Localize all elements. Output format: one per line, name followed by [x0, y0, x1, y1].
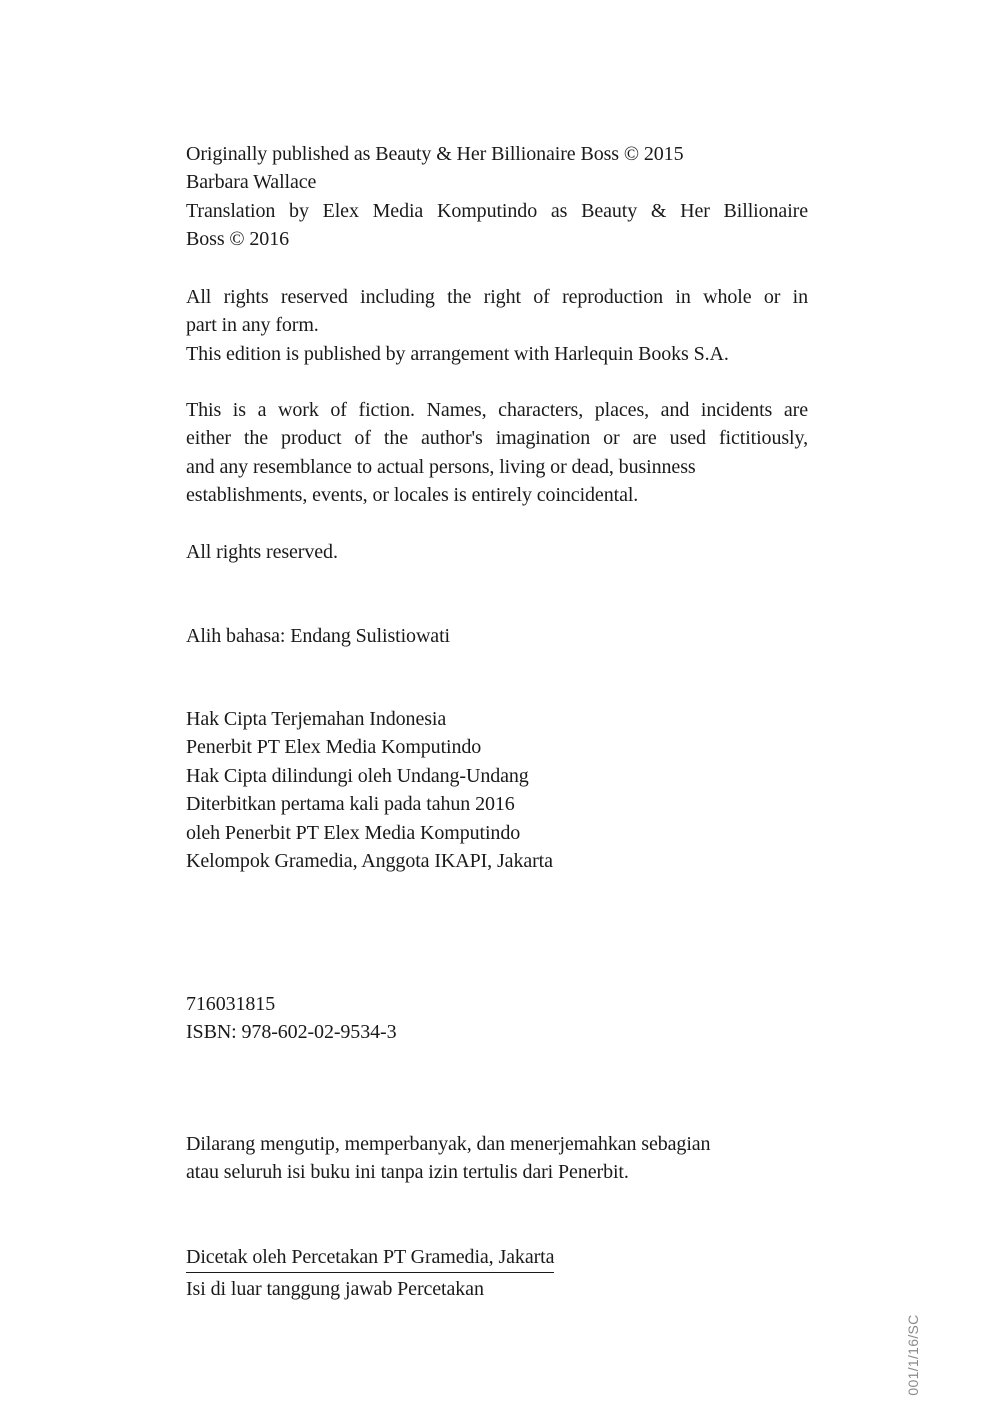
printer-block [186, 1243, 616, 1304]
fiction-line: establishments, events, or locales is entirely coincidental. [186, 484, 639, 507]
side-print-code [902, 1300, 924, 1410]
indonesian-rights-line: Hak Cipta dilindungi oleh Undang-Undang [186, 764, 529, 787]
rights-reserved [186, 538, 826, 566]
isbn-number: ISBN: 978-602-02-9534-3 [186, 1021, 397, 1044]
indonesian-rights-line: oleh Penerbit PT Elex Media Komputindo [186, 821, 521, 844]
printer-credit: Dicetak oleh Percetakan PT Gramedia, Jakarta [186, 1243, 554, 1273]
fiction-notice [186, 396, 826, 510]
copyright-line: Originally published as Beauty & Her Billionaire Boss © 2015 [186, 143, 684, 165]
indonesian-rights-line: Kelompok Gramedia, Anggota IKAPI, Jakarta [186, 850, 553, 873]
isbn-block [186, 990, 826, 1047]
copyright-line: Boss © 2016 [186, 228, 290, 251]
fiction-line: This is a work of fiction. Names, characters, places, and incidents are [186, 399, 808, 421]
copyright-line: Barbara Wallace [186, 171, 317, 194]
copyright-block [186, 140, 826, 254]
rights-block [186, 283, 826, 368]
translator-text: Alih bahasa: Endang Sulistiowati [186, 625, 450, 647]
side-print-code-text: 001/1/16/SC [905, 1314, 921, 1396]
prohibition-notice [186, 1130, 826, 1187]
rights-line: This edition is published by arrangement with Harlequin Books S.A. [186, 342, 729, 365]
indonesian-rights-block [186, 705, 826, 875]
prohibition-line: atau seluruh isi buku ini tanpa izin tertulis dari Penerbit. [186, 1161, 629, 1184]
rights-line: All rights reserved including the right of reproduction in whole or in [186, 286, 808, 308]
rights-reserved-text: All rights reserved. [186, 541, 338, 563]
fiction-line: and any resemblance to actual persons, living or dead, businness [186, 455, 696, 478]
translator-credit [186, 622, 826, 650]
prohibition-line: Dilarang mengutip, memperbanyak, dan menerjemahkan sebagian [186, 1133, 711, 1155]
printer-disclaimer: Isi di luar tanggung jawab Percetakan [186, 1278, 484, 1301]
indonesian-rights-line: Hak Cipta Terjemahan Indonesia [186, 708, 447, 730]
copyright-line: Translation by Elex Media Komputindo as Beauty & Her Billionaire [186, 199, 808, 222]
fiction-line: either the product of the author's imagination or are used fictitiously, [186, 427, 808, 450]
indonesian-rights-line: Diterbitkan pertama kali pada tahun 2016 [186, 793, 515, 816]
catalog-code: 716031815 [186, 993, 276, 1015]
indonesian-rights-line: Penerbit PT Elex Media Komputindo [186, 736, 482, 759]
rights-line: part in any form. [186, 314, 319, 337]
